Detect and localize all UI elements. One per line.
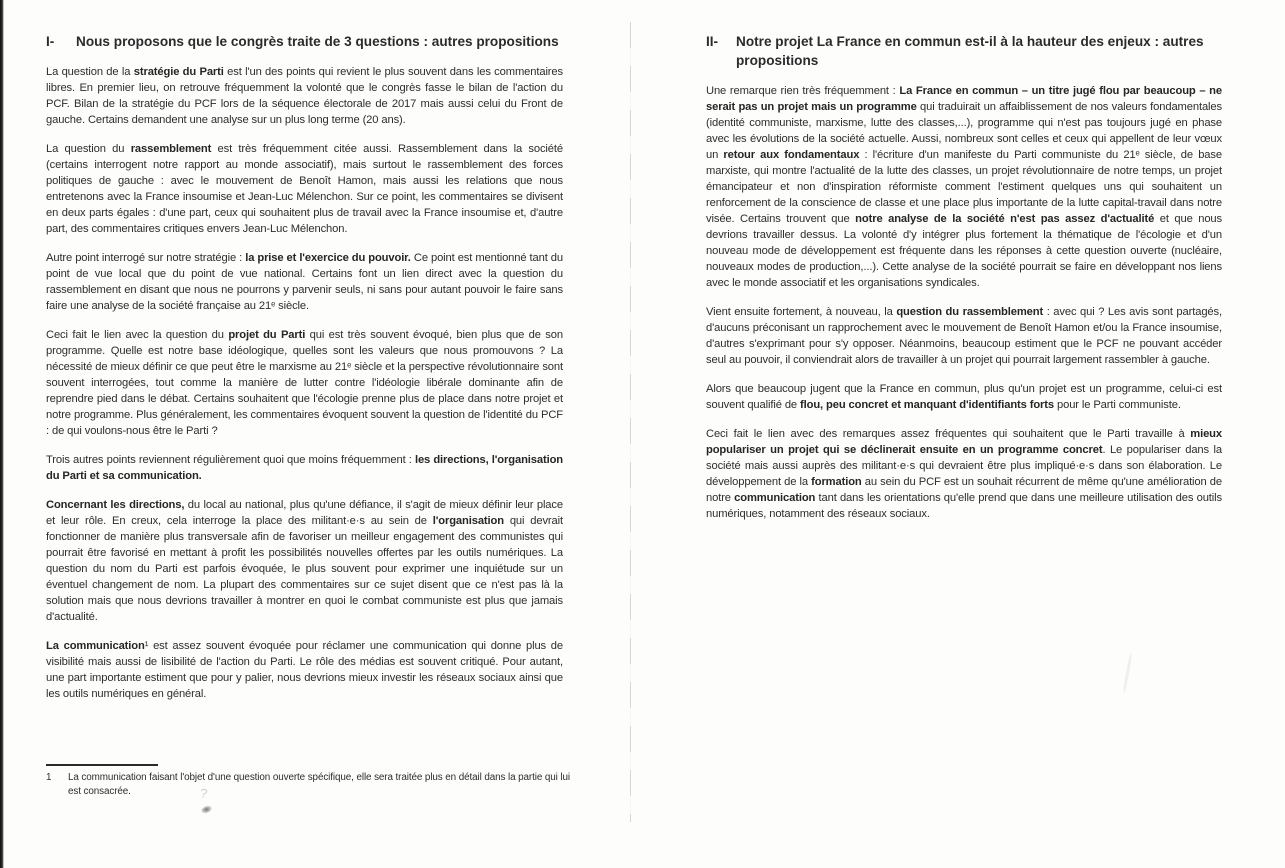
- paragraph-left-7: La communication¹ est assez souvent évoquée pour réclamer une communication qui donne plus de visibilité mais aussi de lisibilité de l'action du Parti. Le rôle des médias est souvent critiqué. Pour autant, une part importante estiment que pour y palier, nous devrions mieux investir les réseaux sociaux ainsi que les outils numériques en général.: [46, 640, 563, 700]
- paragraph-right-2: Vient ensuite fortement, à nouveau, la question du rassemblement : avec qui ? Les avis sont partagés, d'aucuns préconisant un rapprochement avec le mouvement de Benoît Hamon et/ou la France insoumise, d'autres s'exprimant pour s'y opposer. Néanmoins, beaucoup estiment que le PCF ne pouvant accéder seul au pouvoir, il conviendrait alors de travailler à un projet qui pourrait largement rassembler à gauche.: [706, 306, 1222, 366]
- footnote-area: [46, 764, 576, 798]
- section-number-right: II-: [706, 34, 719, 49]
- paragraph-left-3: Autre point interrogé sur notre stratégie : la prise et l'exercice du pouvoir. Ce point est mentionné tant du point de vue local que du point de vue national. Certains font un lien direct avec la question du rassemblement en disant que nous ne pourrons y parvenir seuls, ni sans pour autant pouvoir le faire sans faire une analyse de la société française au 21ᵉ siècle.: [46, 252, 563, 312]
- section-number-left: I-: [46, 34, 55, 49]
- smudge-mark-blob: [200, 804, 213, 814]
- footnote-marker: 1: [46, 772, 52, 783]
- footnote-separator-line: [46, 764, 158, 766]
- scan-edge-artifact: [0, 0, 4, 868]
- smudge-mark-right: [1122, 652, 1132, 694]
- paragraph-right-3: Alors que beaucoup jugent que la France en commun, plus qu'un projet est un programme, celui-ci est souvent qualifié de flou, peu concret et manquant d'identifiants forts pour le Parti communiste.: [706, 383, 1222, 411]
- paragraph-left-6: Concernant les directions, du local au national, plus qu'une défiance, il s'agit de mieux définir leur place et leur rôle. En creux, cela interroge la place des militant·e·s au sein de l'organisation qui devrait fonctionner de manière plus transversale afin de favoriser un meilleur engagement des communistes qui pourrait être favorisé en mettant à profit les possibilités nouvelles offertes par les outils numériques. La question du nom du Parti est parfois évoquée, le plus souvent pour exprimer une inquiétude sur un éventuel changement de nom. La plupart des commentaires sur ce sujet disent que ce n'est pas là la solution mais que nous devrions travailler à montrer en quoi le combat communiste est plus que jamais d'actualité.: [46, 499, 563, 623]
- section-title-left: Nous proposons que le congrès traite de 3 questions : autres propositions: [76, 34, 559, 49]
- footnote: [46, 771, 576, 798]
- section-title-right: Notre projet La France en commun est-il à la hauteur des enjeux : autres propositions: [736, 34, 1204, 68]
- paragraph-right-1: Une remarque rien très fréquemment : La France en commun – un titre jugé flou par beaucoup – ne serait pas un projet mais un programme qui traduirait un affaiblissement de nos valeurs fondamentales (identité communiste, marxisme, lutte des classes,...), programme qui n'est pas toujours jugé en phase avec les évolutions de la société actuelle. Aussi, nombreux sont celles et ceux qui appellent de leur vœux un retour aux fondamentaux : l'écriture d'un manifeste du Parti communiste du 21ᵉ siècle, de base marxiste, qui montre l'actualité de la lutte des classes, un projet révolutionnaire de notre temps, un projet émancipateur et non d'inspiration réformiste comment l'estiment quelques uns qui souhaitent un renforcement de la conscience de classe et une place plus importante de la lutte capital-travail dans notre visée. Certains trouvent que notre analyse de la société n'est pas assez d'actualité et que nous devrions travailler dessus. La volonté d'y intégrer plus fortement la thématique de l'écologie et d'un nouveau mode de développement est fréquente dans les réponses à cette question ouverte (nucléaire, nouveaux modes de production,...). Cette analyse de la société pourrait se faire en développant nos liens avec le monde associatif et les organisations syndicales.: [706, 85, 1223, 289]
- footnote-text: La communication faisant l'objet d'une question ouverte spécifique, elle sera traitée plus en détail dans la partie qui lui est consacrée.: [68, 772, 570, 797]
- page-right: [706, 28, 1222, 535]
- paragraph-left-1: La question de la stratégie du Parti est l'un des points qui revient le plus souvent dans les commentaires libres. En premier lieu, on retrouve fréquemment la volonté que le congrès fasse le bilan de l'action du PCF. Bilan de la stratégie du PCF lors de la séquence électorale de 2017 mais aussi celui du Front de gauche. Certains demandent une analyse sur un plus long terme (20 ans).: [46, 66, 563, 126]
- section-heading-left: [46, 32, 563, 51]
- section-heading-right: [706, 32, 1222, 70]
- paragraph-right-4: Ceci fait le lien avec des remarques assez fréquentes qui souhaitent que le Parti travaille à mieux populariser un projet qui se déclinerait ensuite en un programme concret. Le populariser dans la société mais aussi auprès des militant·e·s qui devraient être plus impliqué·e·s dans son élaboration. Le développement de la formation au sein du PCF est un souhait récurrent de même qu'une amélioration de notre communication tant dans les orientations qu'elle prend que dans une meilleure utilisation des outils numériques, notamment des réseaux sociaux.: [706, 428, 1222, 520]
- paragraph-left-2: La question du rassemblement est très fréquemment citée aussi. Rassemblement dans la société (certains interrogent notre rapport au monde associatif), mais surtout le rassemblement des forces politiques de gauche : avec le mouvement de Benoît Hamon, mais aussi les relations que nous entretenons avec la France insoumise et Jean-Luc Mélenchon. Sur ce point, les commentaires se divisent en deux parts égales : d'une part, ceux qui souhaitent plus de travail avec la France insoumise et, d'autre part, des commentaires critiques envers Jean-Luc Mélenchon.: [46, 143, 563, 235]
- paragraph-left-5: Trois autres points reviennent régulièrement quoi que moins fréquemment : les directions, l'organisation du Parti et sa communication.: [46, 454, 563, 482]
- paragraph-left-4: Ceci fait le lien avec la question du projet du Parti qui est très souvent évoqué, bien plus que de son programme. Quelle est notre base idéologique, quelles sont les valeurs que nous promouvons ? La nécessité de mieux définir ce que peut être le marxisme au 21ᵉ siècle et la perspective révolutionnaire sont souvent interrogées, tout comme la manière de lutter contre l'idéologie libérale dominante afin de reprendre pied dans le débat. Certains souhaitent que l'écologie prenne plus de place dans notre projet et notre programme. Plus généralement, les commentaires évoquent souvent la question de l'identité du PCF : de qui voulons-nous être le Parti ?: [46, 329, 563, 437]
- page-fold-line: [630, 22, 631, 822]
- smudge-mark-question: ?: [199, 785, 209, 802]
- page-left: [46, 28, 563, 715]
